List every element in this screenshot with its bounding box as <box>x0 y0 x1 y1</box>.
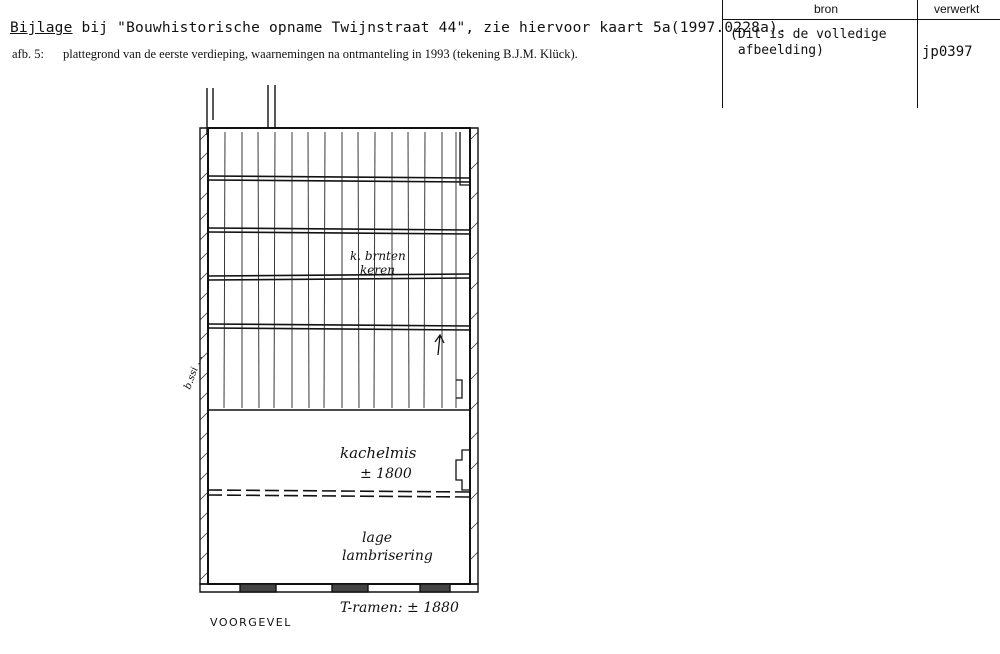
right-wall-detail <box>456 380 462 398</box>
front-facade <box>200 584 478 592</box>
note-planks: k. brnten keren <box>350 249 406 277</box>
note-planks-line2: keren <box>360 263 395 277</box>
kachelmis-date: ± 1800 <box>360 466 412 482</box>
stamp-header-divider <box>722 19 1000 20</box>
caption-text: plattegrond van de eerste verdieping, waarnemingen na ontmanteling in 1993 (tekening B.J.M. Klück). <box>63 47 578 61</box>
stove-niche <box>456 450 470 490</box>
side-note: b.ssi ... <box>182 353 206 392</box>
stamp-left-border <box>722 0 723 108</box>
stamp-bron-note: (Dit is de volledige afbeelding) <box>730 27 887 58</box>
outer-wall <box>208 128 470 584</box>
voorgevel-label: VOORGEVEL <box>210 616 292 629</box>
floor-boards <box>224 132 456 408</box>
document-header <box>10 20 787 36</box>
stamp-header-bron: bron <box>814 2 839 16</box>
stamp-header-verwerkt: verwerkt <box>934 2 980 16</box>
stamp-verwerkt-code: jp0397 <box>922 44 973 60</box>
lambrisering-word: lambrisering <box>342 548 433 564</box>
top-right-niche <box>460 132 470 185</box>
beams <box>208 176 470 497</box>
lambrisering-lage: lage <box>362 530 393 546</box>
floor-plan-drawing <box>180 80 500 650</box>
kachelmis-label: kachelmis <box>340 444 417 462</box>
archive-stamp-box <box>722 0 1000 108</box>
window-right <box>420 584 450 592</box>
board-direction-arrow <box>435 335 444 355</box>
t-ramen-label: T-ramen: ± 1880 <box>340 600 459 616</box>
window-left <box>240 584 276 592</box>
upper-flue-center <box>265 85 278 128</box>
window-center <box>332 584 368 592</box>
header-prefix: Bijlage <box>10 20 73 36</box>
caption-label: afb. 5: <box>12 47 44 61</box>
header-title: bij "Bouwhistorische opname Twijnstraat 44", zie hiervoor kaart 5a(1997.0228a). <box>72 20 787 36</box>
